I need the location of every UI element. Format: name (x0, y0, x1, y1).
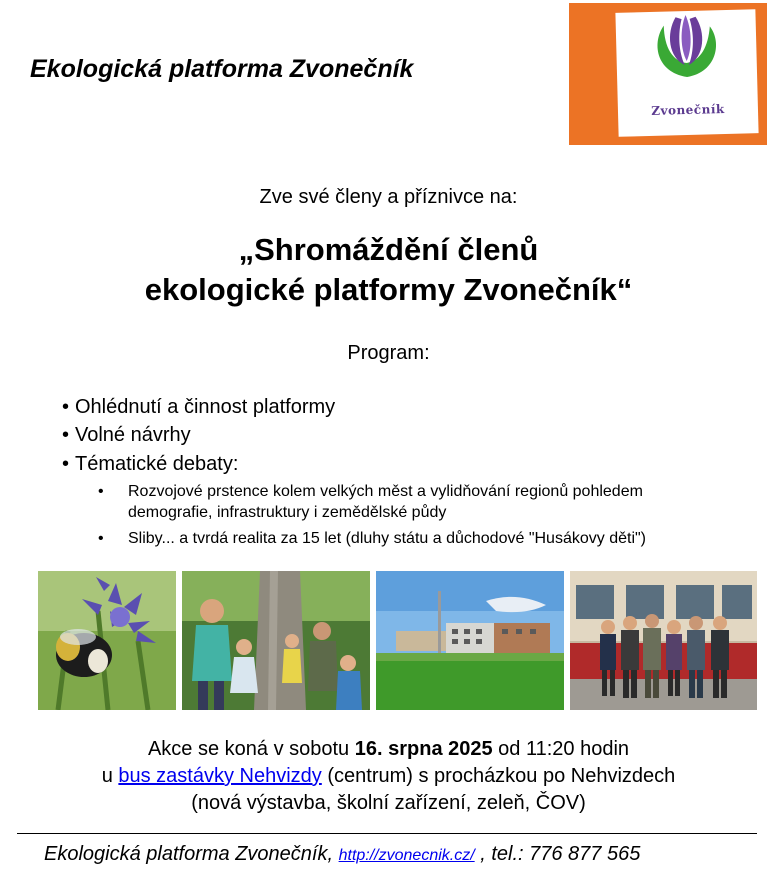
program-item: • Ohlédnutí a činnost platformy (62, 396, 336, 418)
program-item: • Tématické debaty: (62, 453, 239, 475)
event-walk-line: (nová výstavba, školní zařízení, zeleň, ČOV) (191, 792, 586, 814)
bellflower-logo-icon (615, 9, 757, 103)
bullet-icon: • (98, 483, 104, 500)
headline-line-1: „Shromáždění členů (238, 232, 539, 267)
bullet-icon: • (62, 424, 70, 446)
new-housing-field-photo (376, 571, 564, 710)
event-location-line: u bus zastávky Nehvizdy (centrum) s procházkou po Nehvizdech (101, 765, 676, 787)
program-label: Program: (347, 342, 430, 364)
logo-text: Zvonečník (651, 102, 725, 118)
invite-line: Zve své členy a příznivce na: (259, 186, 518, 208)
bus-stop-link[interactable]: bus zastávky Nehvizdy (118, 765, 322, 787)
group-at-train-photo (570, 571, 757, 710)
zvonecnik-logo (569, 3, 767, 145)
event-date: 16. srpna 2025 (354, 738, 493, 760)
bumblebee-on-flower-photo (38, 571, 176, 710)
program-item: • Volné návrhy (62, 424, 191, 446)
bullet-icon: • (98, 530, 104, 547)
footer-contact: Ekologická platforma Zvonečník, http://zvonecnik.cz/ , tel.: 776 877 565 (44, 843, 641, 865)
website-link[interactable]: http://zvonecnik.cz/ (338, 847, 475, 864)
organization-title: Ekologická platforma Zvonečník (30, 55, 414, 83)
people-at-big-tree-photo (182, 571, 370, 710)
event-headline (0, 230, 777, 310)
bullet-icon: • (62, 396, 70, 418)
event-date-line: Akce se koná v sobotu 16. srpna 2025 od 11:20 hodin (147, 738, 630, 760)
footer-divider (17, 833, 757, 834)
headline-line-2: ekologické platformy Zvonečník“ (144, 272, 633, 307)
bullet-icon: • (62, 453, 70, 475)
event-details (0, 736, 777, 817)
logo-card (615, 9, 758, 137)
